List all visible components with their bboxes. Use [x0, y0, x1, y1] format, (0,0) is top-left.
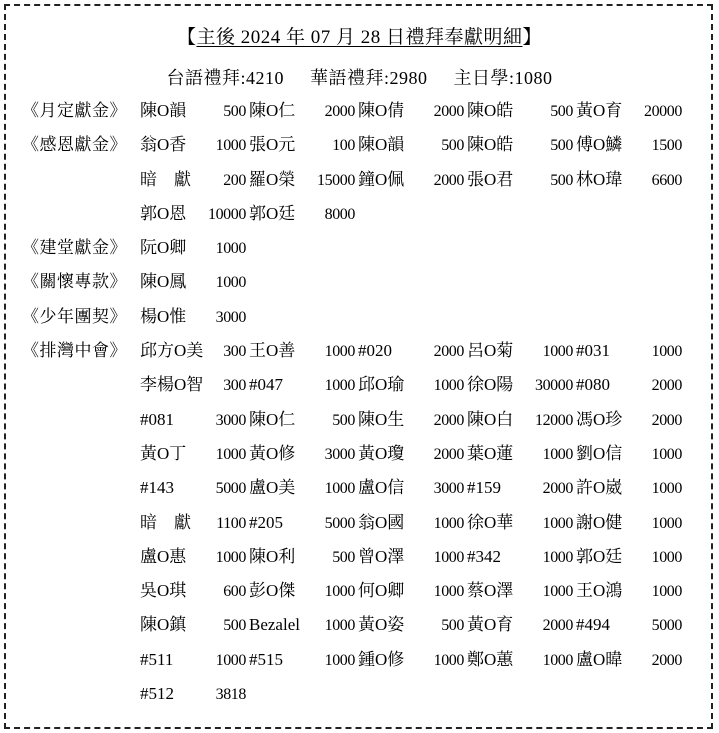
donation-amount: 500	[550, 103, 573, 120]
donation-amount: 30000	[534, 377, 573, 395]
summary-taiwanese-service: 台語禮拜:4210	[166, 68, 284, 88]
donation-amount: 1000	[542, 651, 573, 669]
donation-amount: 100	[332, 137, 355, 155]
donor-entry	[467, 506, 573, 541]
donation-amount: 1000	[215, 548, 246, 566]
donation-amount: 1000	[215, 445, 246, 463]
donor-entry	[140, 608, 246, 643]
donor-entry	[249, 334, 355, 369]
donor-name: 鐘O佩	[358, 169, 405, 189]
donor-entry	[576, 128, 682, 163]
donation-amount: 600	[223, 583, 246, 601]
donor-entry	[576, 608, 682, 643]
donation-amount: 2000	[542, 617, 573, 635]
donor-name: 黃O姿	[358, 615, 405, 635]
donor-entry	[467, 574, 573, 609]
summary-sunday-school: 主日學:1080	[453, 68, 553, 88]
donor-name: 曾O澤	[358, 546, 405, 566]
donor-entry	[467, 94, 573, 129]
donor-entry	[358, 643, 464, 678]
donation-amount: 3000	[215, 308, 246, 326]
donation-amount: 3000	[433, 480, 464, 498]
donor-name: 盧O美	[249, 478, 296, 498]
donor-entry	[358, 506, 464, 541]
donor-name: #143	[140, 478, 174, 498]
donor-name: 陳O利	[249, 546, 296, 566]
donor-entry	[140, 197, 246, 232]
donor-entry	[576, 643, 682, 678]
donation-amount: 1500	[651, 137, 682, 155]
donor-entry	[576, 471, 682, 506]
donation-amount: 1000	[542, 583, 573, 601]
donor-name: #512	[140, 684, 174, 704]
donor-entry	[358, 437, 464, 472]
donation-amount: 5000	[651, 617, 682, 635]
donor-entry	[140, 163, 246, 198]
donor-name: 鄭O蕙	[467, 649, 514, 669]
donation-amount: 1000	[651, 343, 682, 361]
category-label: 《月定獻金》	[22, 101, 127, 120]
donor-name: 鍾O修	[358, 649, 405, 669]
donor-entry	[358, 368, 464, 403]
donation-amount: 2000	[433, 445, 464, 463]
donor-name: 郭O廷	[249, 203, 296, 223]
donor-entry	[576, 540, 682, 575]
donor-entry	[249, 574, 355, 609]
donor-entry	[576, 334, 682, 369]
donation-amount: 1000	[433, 514, 464, 532]
donor-name: #159	[467, 478, 501, 498]
donation-amount: 1000	[215, 274, 246, 292]
donation-amount: 1000	[215, 240, 246, 258]
donation-amount: 1000	[542, 445, 573, 463]
donor-name: 王O善	[249, 341, 296, 361]
donor-entry	[358, 334, 464, 369]
donor-entry	[140, 471, 246, 506]
donation-amount: 1000	[324, 583, 355, 601]
donation-amount: 2000	[433, 171, 464, 189]
donor-entry	[140, 403, 246, 438]
donor-entry	[249, 128, 355, 163]
donation-amount: 12000	[534, 411, 573, 429]
donation-amount: 2000	[433, 343, 464, 361]
donor-name: #511	[140, 649, 174, 669]
donation-amount: 200	[223, 171, 246, 189]
donation-amount: 500	[332, 411, 355, 429]
donor-entry	[467, 608, 573, 643]
donor-name: 劉O信	[576, 443, 623, 463]
donor-name: Bezalel	[249, 615, 300, 635]
donor-name: 陳O白	[467, 409, 514, 429]
donation-amount: 1000	[433, 583, 464, 601]
donation-amount: 1000	[324, 617, 355, 635]
donation-amount: 5000	[215, 480, 246, 498]
donation-amount: 300	[223, 377, 246, 395]
donor-entry	[140, 574, 246, 609]
donor-entry	[249, 471, 355, 506]
donor-name: 何O卿	[358, 581, 405, 601]
donor-name: 呂O菊	[467, 341, 514, 361]
donor-name: 黃O修	[249, 443, 296, 463]
donation-amount: 2000	[651, 377, 682, 395]
donor-entry	[358, 403, 464, 438]
donor-name: 陳O鎮	[140, 615, 187, 635]
donation-amount: 1000	[542, 343, 573, 361]
donor-name: 彭O傑	[249, 581, 296, 601]
donor-entry	[576, 506, 682, 541]
donor-name: 徐O陽	[467, 375, 514, 395]
donation-amount: 2000	[324, 103, 355, 120]
donor-entry	[358, 574, 464, 609]
donor-name: #081	[140, 409, 174, 429]
summary-mandarin-service: 華語禮拜:2980	[309, 68, 428, 88]
donation-amount: 10000	[207, 205, 246, 223]
donor-name: 王O鴻	[576, 581, 623, 601]
donor-entry	[140, 128, 246, 163]
donation-amount: 1000	[324, 343, 355, 361]
donor-entry	[358, 94, 464, 129]
donor-name: #515	[249, 649, 283, 669]
category-label: 《建堂獻金》	[22, 238, 127, 258]
donor-entry	[140, 643, 246, 678]
donor-name: 邱方O美	[140, 341, 204, 361]
donor-name: 盧O信	[358, 478, 405, 498]
donor-name: 陳O倩	[358, 101, 405, 120]
donation-amount: 1000	[324, 480, 355, 498]
donor-entry	[249, 368, 355, 403]
donation-amount: 3000	[324, 445, 355, 463]
donor-entry	[576, 574, 682, 609]
title-close-bracket: 】	[522, 27, 543, 48]
donation-amount: 500	[441, 137, 464, 155]
donor-entry	[467, 471, 573, 506]
donation-amount: 20000	[643, 103, 682, 120]
donor-name: 李楊O智	[140, 375, 204, 395]
donor-name: 郭O廷	[576, 546, 623, 566]
donor-name: 張O君	[467, 169, 514, 189]
donor-name: 黃O育	[576, 101, 623, 120]
donor-entry	[140, 300, 246, 335]
donor-name: 葉O蓮	[467, 443, 514, 463]
donor-entry	[249, 437, 355, 472]
donor-entry	[249, 403, 355, 438]
donor-entry	[467, 643, 573, 678]
donor-name: #494	[576, 615, 610, 635]
donation-amount: 1000	[651, 548, 682, 566]
donor-entry	[467, 437, 573, 472]
donor-name: 陳O韻	[358, 135, 405, 155]
category-label: 《少年團契》	[22, 306, 127, 326]
service-summary	[0, 64, 719, 90]
donor-entry	[576, 403, 682, 438]
donor-name: 暗 獻	[140, 512, 191, 532]
donor-entry	[358, 163, 464, 198]
donor-entry	[576, 368, 682, 403]
donor-name: 暗 獻	[140, 169, 191, 189]
donor-entry	[140, 231, 246, 266]
donor-name: 張O元	[249, 135, 296, 155]
donation-amount: 1000	[215, 651, 246, 669]
donor-name: 陳O仁	[249, 409, 296, 429]
donor-entry	[140, 334, 246, 369]
donation-amount: 2000	[651, 411, 682, 429]
donation-amount: 1000	[651, 445, 682, 463]
donor-name: 陳O生	[358, 409, 405, 429]
donor-entry	[140, 94, 246, 129]
donation-amount: 8000	[324, 205, 355, 223]
donor-entry	[576, 94, 682, 129]
donor-entry	[140, 368, 246, 403]
donation-amount: 500	[223, 617, 246, 635]
donation-amount: 1000	[542, 514, 573, 532]
donor-name: 陳O韻	[140, 101, 187, 120]
donor-name: 許O崴	[576, 478, 623, 498]
donor-name: 徐O華	[467, 512, 514, 532]
donation-amount: 2000	[433, 411, 464, 429]
donor-name: 盧O惠	[140, 546, 187, 566]
donor-name: 黃O瓊	[358, 443, 405, 463]
donor-name: 翁O香	[140, 135, 187, 155]
donor-entry	[467, 368, 573, 403]
donor-name: 陳O仁	[249, 101, 296, 120]
donor-name: 羅O榮	[249, 169, 296, 189]
donor-entry	[467, 128, 573, 163]
donor-entry	[467, 163, 573, 198]
donation-amount: 1000	[433, 377, 464, 395]
donor-entry	[249, 540, 355, 575]
donation-amount: 2000	[542, 480, 573, 498]
donor-name: 楊O惟	[140, 306, 187, 326]
donor-entry	[467, 334, 573, 369]
donor-name: #047	[249, 375, 283, 395]
donation-amount: 500	[223, 103, 246, 120]
category-label: 《感恩獻金》	[22, 135, 127, 155]
donor-name: 阮O卿	[140, 238, 187, 258]
donor-entry	[140, 506, 246, 541]
donor-name: 翁O國	[358, 512, 405, 532]
donation-amount: 1000	[433, 548, 464, 566]
donation-amount: 1100	[216, 514, 246, 532]
donation-amount: 1000	[215, 137, 246, 155]
donor-entry	[358, 128, 464, 163]
page-title	[0, 22, 719, 49]
donation-amount: 3000	[215, 411, 246, 429]
donation-amount: 300	[223, 343, 246, 361]
donor-name: 林O瑋	[576, 169, 623, 189]
donor-entry	[358, 540, 464, 575]
donor-entry	[358, 471, 464, 506]
donor-name: 黃O丁	[140, 443, 187, 463]
title-text: 主後 2024 年 07 月 28 日禮拜奉獻明細	[196, 27, 523, 48]
donor-name: 傅O鱗	[576, 135, 623, 155]
donor-name: 陳O皓	[467, 135, 514, 155]
donation-amount: 500	[332, 548, 355, 566]
donor-name: 謝O健	[576, 512, 623, 532]
donation-amount: 1000	[651, 480, 682, 498]
donor-entry	[249, 643, 355, 678]
donor-name: 郭O恩	[140, 203, 187, 223]
donor-name: #080	[576, 375, 610, 395]
donor-name: 盧O暐	[576, 649, 623, 669]
donor-entry	[140, 265, 246, 300]
donor-entry	[249, 506, 355, 541]
donation-amount: 3818	[215, 686, 246, 704]
donor-entry	[467, 540, 573, 575]
donation-amount: 6600	[651, 171, 682, 189]
donor-entry	[140, 540, 246, 575]
donor-name: 陳O鳳	[140, 272, 187, 292]
donor-name: #205	[249, 512, 283, 532]
donation-amount: 15000	[316, 171, 355, 189]
donation-amount: 1000	[433, 651, 464, 669]
donor-entry	[249, 163, 355, 198]
donation-amount: 1000	[542, 548, 573, 566]
donation-amount: 1000	[651, 583, 682, 601]
donor-entry	[467, 403, 573, 438]
donation-amount: 1000	[324, 377, 355, 395]
donor-entry	[140, 677, 246, 712]
donor-name: 邱O瑜	[358, 375, 405, 395]
title-open-bracket: 【	[176, 27, 197, 48]
donor-entry	[249, 94, 355, 129]
donor-entry	[576, 163, 682, 198]
donor-entry	[576, 437, 682, 472]
donation-amount: 500	[441, 617, 464, 635]
donor-name: #020	[358, 341, 392, 361]
category-label: 《關懷專款》	[22, 272, 127, 292]
donation-amount: 500	[550, 137, 573, 155]
donation-amount: 5000	[324, 514, 355, 532]
donation-amount: 500	[550, 171, 573, 189]
donation-amount: 1000	[651, 514, 682, 532]
donor-name: 蔡O澤	[467, 581, 514, 601]
donor-entry	[249, 197, 355, 232]
donation-amount: 2000	[651, 651, 682, 669]
donor-entry	[249, 608, 355, 643]
donor-entry	[140, 437, 246, 472]
donor-name: #342	[467, 546, 501, 566]
donation-amount: 2000	[433, 103, 464, 120]
donor-name: 黃O育	[467, 615, 514, 635]
donor-name: 吳O琪	[140, 581, 187, 601]
donor-name: 陳O皓	[467, 101, 514, 120]
donation-amount: 1000	[324, 651, 355, 669]
donor-name: 馮O珍	[576, 409, 623, 429]
donor-name: #031	[576, 341, 610, 361]
donor-entry	[358, 608, 464, 643]
category-label: 《排灣中會》	[22, 341, 127, 361]
